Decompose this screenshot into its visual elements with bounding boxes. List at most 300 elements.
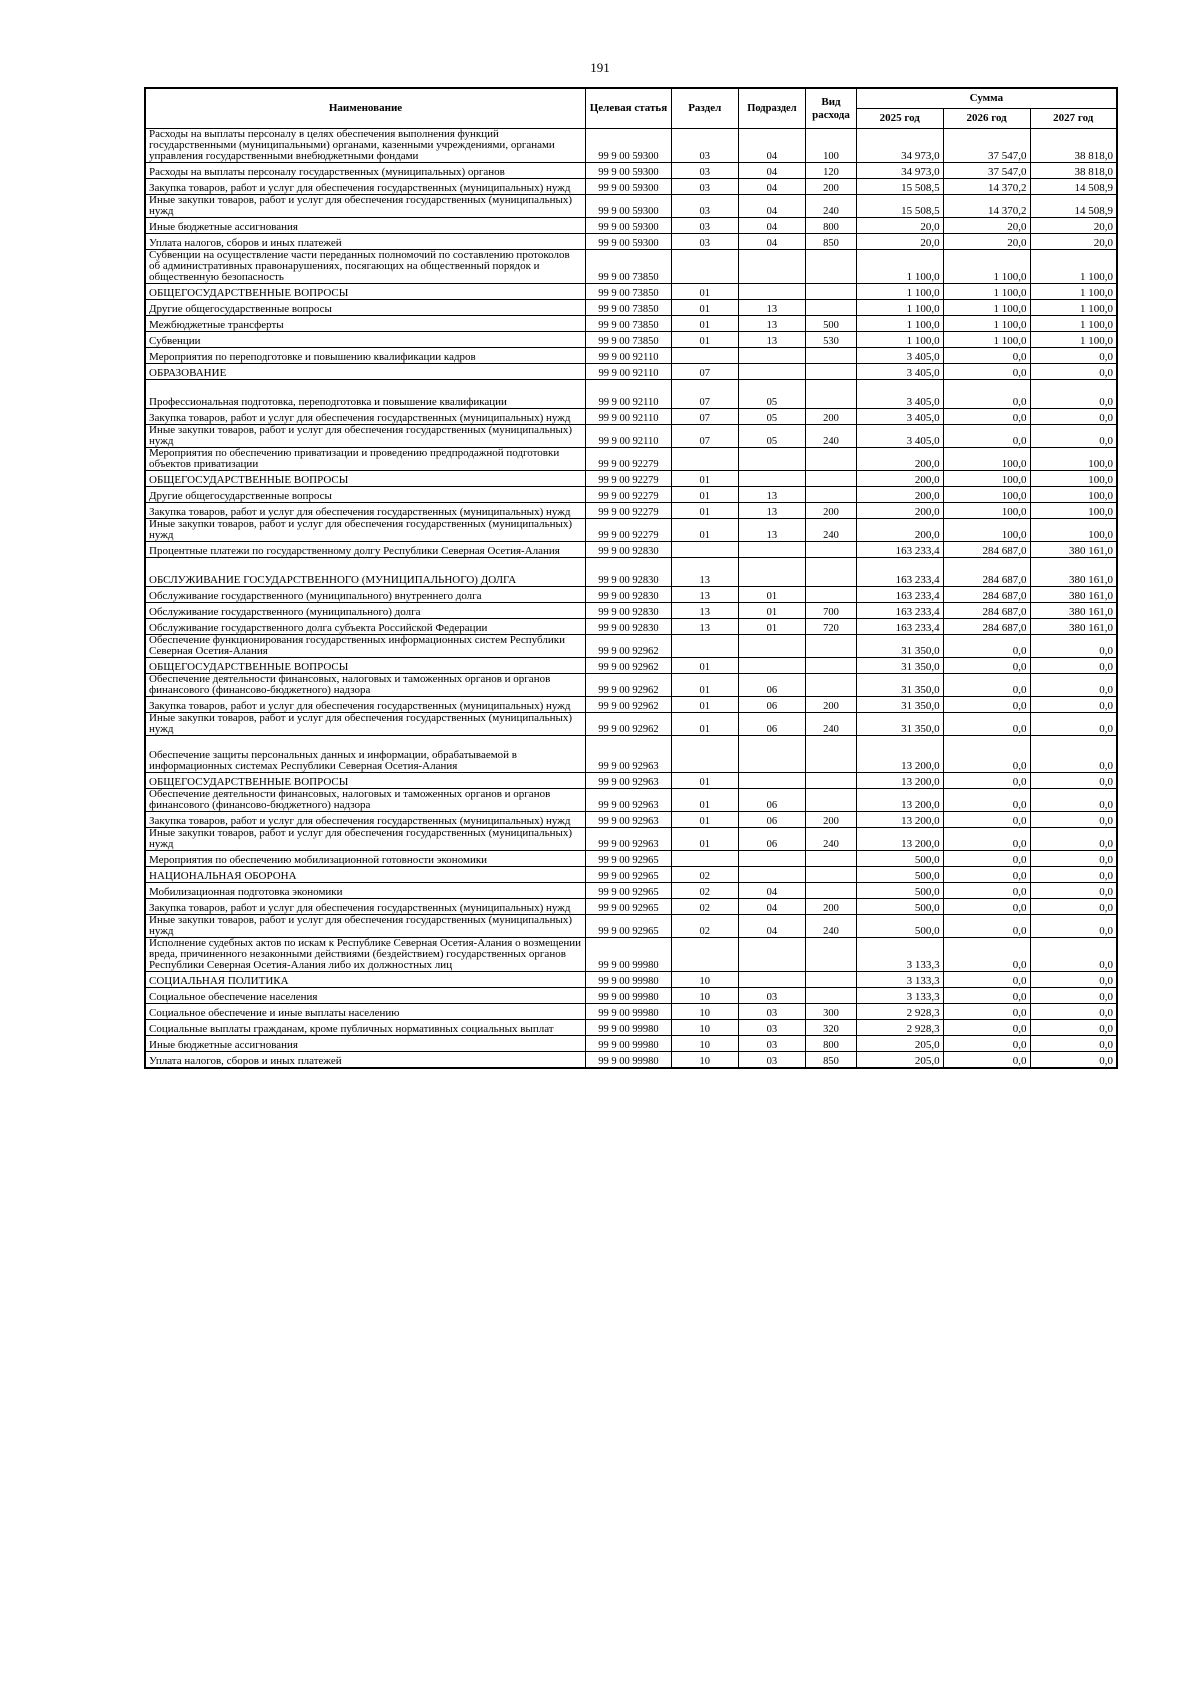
- row-sum-2025: 1 100,0: [856, 332, 943, 348]
- row-target: 99 9 00 92965: [586, 867, 672, 883]
- row-target: 99 9 00 59300: [586, 163, 672, 179]
- table-row: [145, 364, 1117, 380]
- row-sum-2027: 0,0: [1030, 899, 1117, 915]
- row-subsection: 13: [738, 332, 806, 348]
- table-body: [145, 129, 1117, 1069]
- row-sum-2027: 1 100,0: [1030, 300, 1117, 316]
- row-sum-2027: 0,0: [1030, 697, 1117, 713]
- table-row: [145, 519, 1117, 542]
- row-sum-2025: 15 508,5: [856, 195, 943, 218]
- row-sum-2026: 100,0: [943, 448, 1030, 471]
- row-subsection: 03: [738, 1036, 806, 1052]
- row-subsection: [738, 348, 806, 364]
- row-expense-type: [806, 487, 857, 503]
- row-subsection: 13: [738, 503, 806, 519]
- row-sum-2025: 31 350,0: [856, 635, 943, 658]
- row-subsection: [738, 972, 806, 988]
- table-row: [145, 316, 1117, 332]
- row-sum-2025: 20,0: [856, 218, 943, 234]
- row-subsection: 05: [738, 380, 806, 409]
- table-row: [145, 828, 1117, 851]
- table-row: [145, 915, 1117, 938]
- row-sum-2026: 284 687,0: [943, 603, 1030, 619]
- row-target: 99 9 00 99980: [586, 1036, 672, 1052]
- row-subsection: 13: [738, 300, 806, 316]
- row-expense-type: [806, 348, 857, 364]
- row-sum-2026: 100,0: [943, 487, 1030, 503]
- row-target: 99 9 00 92965: [586, 899, 672, 915]
- row-name: Закупка товаров, работ и услуг для обеспечения государственных (муниципальных) нужд: [145, 899, 586, 915]
- table-row: [145, 1036, 1117, 1052]
- row-expense-type: 200: [806, 812, 857, 828]
- row-expense-type: [806, 851, 857, 867]
- row-sum-2027: 0,0: [1030, 812, 1117, 828]
- row-section: 02: [671, 915, 738, 938]
- row-section: 10: [671, 972, 738, 988]
- row-sum-2025: 31 350,0: [856, 658, 943, 674]
- row-sum-2027: 1 100,0: [1030, 316, 1117, 332]
- row-subsection: 06: [738, 789, 806, 812]
- row-name: Иные закупки товаров, работ и услуг для обеспечения государственных (муниципальных) нужд: [145, 519, 586, 542]
- table-row: [145, 587, 1117, 603]
- table-row: [145, 195, 1117, 218]
- row-sum-2026: 0,0: [943, 972, 1030, 988]
- row-expense-type: 240: [806, 915, 857, 938]
- row-sum-2027: 0,0: [1030, 1052, 1117, 1069]
- row-sum-2026: 0,0: [943, 1036, 1030, 1052]
- row-name: Расходы на выплаты персоналу в целях обеспечения выполнения функций государственными (муниципальными) органами, казенными учреждениями, органами управления государственными внебюджетными фондами: [145, 129, 586, 163]
- row-subsection: 03: [738, 1020, 806, 1036]
- row-sum-2026: 1 100,0: [943, 284, 1030, 300]
- row-target: 99 9 00 73850: [586, 250, 672, 284]
- row-target: 99 9 00 92965: [586, 851, 672, 867]
- row-sum-2027: 14 508,9: [1030, 195, 1117, 218]
- row-sum-2027: 20,0: [1030, 218, 1117, 234]
- row-name: Обеспечение функционирования государственных информационных систем Республики Северная Осетия-Алания: [145, 635, 586, 658]
- row-sum-2026: 0,0: [943, 899, 1030, 915]
- row-subsection: [738, 558, 806, 587]
- row-subsection: 04: [738, 883, 806, 899]
- row-sum-2025: 13 200,0: [856, 773, 943, 789]
- row-name: Обеспечение защиты персональных данных и информации, обрабатываемой в информационных системах Республики Северная Осетия-Алания: [145, 736, 586, 773]
- row-subsection: [738, 250, 806, 284]
- row-target: 99 9 00 92110: [586, 348, 672, 364]
- row-expense-type: [806, 558, 857, 587]
- row-name: ОБСЛУЖИВАНИЕ ГОСУДАРСТВЕННОГО (МУНИЦИПАЛЬНОГО) ДОЛГА: [145, 558, 586, 587]
- row-name: Иные бюджетные ассигнования: [145, 1036, 586, 1052]
- table-row: [145, 471, 1117, 487]
- row-sum-2027: 0,0: [1030, 1036, 1117, 1052]
- row-subsection: [738, 938, 806, 972]
- row-sum-2026: 0,0: [943, 883, 1030, 899]
- row-subsection: [738, 635, 806, 658]
- table-row: [145, 789, 1117, 812]
- row-expense-type: 200: [806, 899, 857, 915]
- row-subsection: 06: [738, 674, 806, 697]
- row-subsection: 06: [738, 828, 806, 851]
- row-sum-2025: 31 350,0: [856, 697, 943, 713]
- row-subsection: 04: [738, 163, 806, 179]
- budget-table: [144, 87, 1118, 1069]
- row-sum-2026: 284 687,0: [943, 587, 1030, 603]
- row-sum-2025: 13 200,0: [856, 828, 943, 851]
- row-name: Иные закупки товаров, работ и услуг для обеспечения государственных (муниципальных) нужд: [145, 915, 586, 938]
- row-subsection: 05: [738, 409, 806, 425]
- row-sum-2025: 200,0: [856, 471, 943, 487]
- row-section: 02: [671, 899, 738, 915]
- row-sum-2025: 3 133,3: [856, 938, 943, 972]
- row-name: Социальное обеспечение населения: [145, 988, 586, 1004]
- row-sum-2025: 1 100,0: [856, 250, 943, 284]
- row-subsection: [738, 867, 806, 883]
- table-row: [145, 332, 1117, 348]
- row-name: ОБЩЕГОСУДАРСТВЕННЫЕ ВОПРОСЫ: [145, 773, 586, 789]
- row-section: 02: [671, 883, 738, 899]
- row-sum-2025: 163 233,4: [856, 542, 943, 558]
- row-sum-2027: 0,0: [1030, 364, 1117, 380]
- row-target: 99 9 00 59300: [586, 218, 672, 234]
- row-name: Иные закупки товаров, работ и услуг для обеспечения государственных (муниципальных) нужд: [145, 425, 586, 448]
- row-sum-2025: 13 200,0: [856, 812, 943, 828]
- row-section: 13: [671, 603, 738, 619]
- row-subsection: [738, 471, 806, 487]
- row-section: [671, 542, 738, 558]
- row-target: 99 9 00 99980: [586, 1052, 672, 1069]
- row-name: Уплата налогов, сборов и иных платежей: [145, 234, 586, 250]
- row-sum-2025: 500,0: [856, 915, 943, 938]
- header-sum: Сумма: [856, 88, 1117, 109]
- row-target: 99 9 00 92830: [586, 587, 672, 603]
- row-name: Закупка товаров, работ и услуг для обеспечения государственных (муниципальных) нужд: [145, 697, 586, 713]
- row-target: 99 9 00 92962: [586, 635, 672, 658]
- row-section: [671, 348, 738, 364]
- row-subsection: 06: [738, 713, 806, 736]
- row-target: 99 9 00 92963: [586, 812, 672, 828]
- table-row: [145, 425, 1117, 448]
- row-sum-2027: 0,0: [1030, 635, 1117, 658]
- row-sum-2026: 0,0: [943, 988, 1030, 1004]
- row-subsection: 05: [738, 425, 806, 448]
- row-target: 99 9 00 59300: [586, 179, 672, 195]
- table-row: [145, 1052, 1117, 1069]
- row-sum-2027: 0,0: [1030, 1004, 1117, 1020]
- row-sum-2025: 13 200,0: [856, 789, 943, 812]
- row-sum-2027: 0,0: [1030, 348, 1117, 364]
- row-sum-2026: 0,0: [943, 1004, 1030, 1020]
- table-row: [145, 773, 1117, 789]
- row-section: [671, 635, 738, 658]
- row-target: 99 9 00 92963: [586, 773, 672, 789]
- table-row: [145, 448, 1117, 471]
- row-sum-2026: 37 547,0: [943, 163, 1030, 179]
- row-target: 99 9 00 92830: [586, 542, 672, 558]
- row-expense-type: 800: [806, 218, 857, 234]
- row-expense-type: 200: [806, 697, 857, 713]
- row-sum-2027: 0,0: [1030, 972, 1117, 988]
- table-row: [145, 812, 1117, 828]
- row-target: 99 9 00 92962: [586, 697, 672, 713]
- table-row: [145, 284, 1117, 300]
- row-target: 99 9 00 73850: [586, 316, 672, 332]
- row-expense-type: 720: [806, 619, 857, 635]
- row-target: 99 9 00 92279: [586, 448, 672, 471]
- row-target: 99 9 00 59300: [586, 234, 672, 250]
- row-sum-2027: 0,0: [1030, 828, 1117, 851]
- row-sum-2025: 163 233,4: [856, 603, 943, 619]
- row-subsection: [738, 542, 806, 558]
- table-row: [145, 558, 1117, 587]
- row-name: ОБРАЗОВАНИЕ: [145, 364, 586, 380]
- row-target: 99 9 00 99980: [586, 1020, 672, 1036]
- row-name: Иные закупки товаров, работ и услуг для обеспечения государственных (муниципальных) нужд: [145, 195, 586, 218]
- row-sum-2025: 500,0: [856, 899, 943, 915]
- row-sum-2027: 1 100,0: [1030, 284, 1117, 300]
- table-row: [145, 713, 1117, 736]
- table-row: [145, 380, 1117, 409]
- row-expense-type: 240: [806, 425, 857, 448]
- row-section: 10: [671, 988, 738, 1004]
- row-target: 99 9 00 92963: [586, 736, 672, 773]
- row-sum-2026: 14 370,2: [943, 179, 1030, 195]
- row-expense-type: 200: [806, 179, 857, 195]
- header-year-2025: 2025 год: [856, 109, 943, 129]
- row-section: 02: [671, 867, 738, 883]
- row-expense-type: 300: [806, 1004, 857, 1020]
- row-sum-2026: 20,0: [943, 234, 1030, 250]
- row-sum-2025: 15 508,5: [856, 179, 943, 195]
- row-expense-type: 240: [806, 828, 857, 851]
- row-target: 99 9 00 92830: [586, 603, 672, 619]
- row-sum-2025: 13 200,0: [856, 736, 943, 773]
- table-row: [145, 635, 1117, 658]
- row-sum-2026: 0,0: [943, 1052, 1030, 1069]
- row-section: 13: [671, 619, 738, 635]
- row-name: Мероприятия по обеспечению приватизации и проведению предпродажной подготовки объектов приватизации: [145, 448, 586, 471]
- row-sum-2025: 1 100,0: [856, 284, 943, 300]
- row-sum-2027: 0,0: [1030, 713, 1117, 736]
- row-sum-2027: 0,0: [1030, 425, 1117, 448]
- row-sum-2025: 3 405,0: [856, 425, 943, 448]
- row-sum-2025: 205,0: [856, 1036, 943, 1052]
- row-section: [671, 938, 738, 972]
- row-sum-2027: 38 818,0: [1030, 129, 1117, 163]
- row-section: 07: [671, 425, 738, 448]
- row-sum-2025: 163 233,4: [856, 587, 943, 603]
- row-section: [671, 250, 738, 284]
- row-sum-2026: 0,0: [943, 635, 1030, 658]
- row-target: 99 9 00 92110: [586, 380, 672, 409]
- row-name: Расходы на выплаты персоналу государственных (муниципальных) органов: [145, 163, 586, 179]
- row-sum-2026: 0,0: [943, 812, 1030, 828]
- row-expense-type: [806, 471, 857, 487]
- row-section: 01: [671, 316, 738, 332]
- row-name: Обслуживание государственного (муниципального) внутреннего долга: [145, 587, 586, 603]
- row-expense-type: [806, 380, 857, 409]
- row-target: 99 9 00 92110: [586, 409, 672, 425]
- row-sum-2025: 2 928,3: [856, 1004, 943, 1020]
- row-sum-2025: 3 405,0: [856, 348, 943, 364]
- row-sum-2025: 3 405,0: [856, 409, 943, 425]
- row-sum-2027: 20,0: [1030, 234, 1117, 250]
- table-row: [145, 674, 1117, 697]
- table-row: [145, 988, 1117, 1004]
- table-row: [145, 300, 1117, 316]
- row-subsection: 04: [738, 915, 806, 938]
- table-row: [145, 503, 1117, 519]
- row-expense-type: [806, 674, 857, 697]
- row-name: Обеспечение деятельности финансовых, налоговых и таможенных органов и органов финансового (финансово-бюджетного) надзора: [145, 789, 586, 812]
- row-sum-2026: 0,0: [943, 409, 1030, 425]
- table-row: [145, 938, 1117, 972]
- table-row: [145, 250, 1117, 284]
- table-row: [145, 867, 1117, 883]
- row-name: Закупка товаров, работ и услуг для обеспечения государственных (муниципальных) нужд: [145, 812, 586, 828]
- row-sum-2027: 0,0: [1030, 938, 1117, 972]
- row-sum-2027: 380 161,0: [1030, 587, 1117, 603]
- row-sum-2025: 205,0: [856, 1052, 943, 1069]
- row-expense-type: 850: [806, 1052, 857, 1069]
- row-sum-2026: 0,0: [943, 364, 1030, 380]
- row-section: 10: [671, 1036, 738, 1052]
- header-year-2026: 2026 год: [943, 109, 1030, 129]
- row-subsection: 04: [738, 899, 806, 915]
- row-section: 01: [671, 713, 738, 736]
- row-sum-2025: 1 100,0: [856, 316, 943, 332]
- row-expense-type: 700: [806, 603, 857, 619]
- row-sum-2025: 34 973,0: [856, 129, 943, 163]
- row-sum-2026: 284 687,0: [943, 542, 1030, 558]
- row-sum-2027: 0,0: [1030, 789, 1117, 812]
- row-section: 03: [671, 218, 738, 234]
- row-sum-2027: 100,0: [1030, 503, 1117, 519]
- row-sum-2025: 163 233,4: [856, 558, 943, 587]
- row-name: Мероприятия по обеспечению мобилизационной готовности экономики: [145, 851, 586, 867]
- row-sum-2027: 38 818,0: [1030, 163, 1117, 179]
- row-sum-2027: 0,0: [1030, 883, 1117, 899]
- row-target: 99 9 00 99980: [586, 972, 672, 988]
- table-row: [145, 736, 1117, 773]
- row-target: 99 9 00 92279: [586, 471, 672, 487]
- row-section: 01: [671, 789, 738, 812]
- table-row: [145, 899, 1117, 915]
- row-sum-2027: 0,0: [1030, 674, 1117, 697]
- row-target: 99 9 00 92965: [586, 883, 672, 899]
- row-subsection: 04: [738, 218, 806, 234]
- row-sum-2026: 100,0: [943, 503, 1030, 519]
- row-section: 03: [671, 163, 738, 179]
- row-target: 99 9 00 59300: [586, 195, 672, 218]
- row-name: Процентные платежи по государственному долгу Республики Северная Осетия-Алания: [145, 542, 586, 558]
- row-target: 99 9 00 92830: [586, 558, 672, 587]
- row-name: Закупка товаров, работ и услуг для обеспечения государственных (муниципальных) нужд: [145, 179, 586, 195]
- row-sum-2027: 100,0: [1030, 471, 1117, 487]
- row-sum-2025: 500,0: [856, 867, 943, 883]
- table-row: [145, 697, 1117, 713]
- row-target: 99 9 00 99980: [586, 988, 672, 1004]
- row-sum-2025: 2 928,3: [856, 1020, 943, 1036]
- row-sum-2026: 14 370,2: [943, 195, 1030, 218]
- row-sum-2027: 100,0: [1030, 448, 1117, 471]
- row-target: 99 9 00 92963: [586, 789, 672, 812]
- row-target: 99 9 00 73850: [586, 332, 672, 348]
- row-section: 13: [671, 587, 738, 603]
- row-section: 01: [671, 828, 738, 851]
- row-name: Иные бюджетные ассигнования: [145, 218, 586, 234]
- row-sum-2025: 31 350,0: [856, 674, 943, 697]
- row-sum-2027: 100,0: [1030, 487, 1117, 503]
- row-section: 01: [671, 332, 738, 348]
- row-name: Уплата налогов, сборов и иных платежей: [145, 1052, 586, 1069]
- row-name: ОБЩЕГОСУДАРСТВЕННЫЕ ВОПРОСЫ: [145, 284, 586, 300]
- row-sum-2026: 0,0: [943, 425, 1030, 448]
- row-expense-type: 240: [806, 519, 857, 542]
- row-sum-2026: 0,0: [943, 789, 1030, 812]
- row-sum-2026: 284 687,0: [943, 558, 1030, 587]
- row-name: Межбюджетные трансферты: [145, 316, 586, 332]
- row-sum-2027: 0,0: [1030, 1020, 1117, 1036]
- row-sum-2025: 200,0: [856, 487, 943, 503]
- row-subsection: [738, 364, 806, 380]
- row-name: Субвенции: [145, 332, 586, 348]
- table-row: [145, 972, 1117, 988]
- row-expense-type: [806, 300, 857, 316]
- row-sum-2026: 0,0: [943, 773, 1030, 789]
- row-subsection: 03: [738, 1004, 806, 1020]
- row-sum-2026: 0,0: [943, 938, 1030, 972]
- row-target: 99 9 00 92830: [586, 619, 672, 635]
- row-sum-2027: 0,0: [1030, 380, 1117, 409]
- row-target: 99 9 00 92962: [586, 713, 672, 736]
- row-expense-type: 100: [806, 129, 857, 163]
- row-expense-type: [806, 867, 857, 883]
- row-section: 01: [671, 300, 738, 316]
- row-sum-2026: 0,0: [943, 658, 1030, 674]
- row-expense-type: [806, 587, 857, 603]
- row-subsection: 01: [738, 619, 806, 635]
- row-sum-2026: 0,0: [943, 915, 1030, 938]
- header-subsection: Подраздел: [738, 88, 806, 129]
- row-target: 99 9 00 92963: [586, 828, 672, 851]
- row-target: 99 9 00 99980: [586, 938, 672, 972]
- row-target: 99 9 00 99980: [586, 1004, 672, 1020]
- row-sum-2027: 380 161,0: [1030, 558, 1117, 587]
- row-section: 01: [671, 697, 738, 713]
- row-sum-2026: 1 100,0: [943, 332, 1030, 348]
- row-section: 13: [671, 558, 738, 587]
- row-sum-2026: 100,0: [943, 471, 1030, 487]
- table-row: [145, 658, 1117, 674]
- row-expense-type: [806, 635, 857, 658]
- row-subsection: 04: [738, 129, 806, 163]
- header-year-2027: 2027 год: [1030, 109, 1117, 129]
- row-sum-2026: 0,0: [943, 348, 1030, 364]
- row-name: Исполнение судебных актов по искам к Республике Северная Осетия-Алания о возмещении вреда, причиненного незаконными действиями (бездействием) государственных органов Республики Северная Осетия-Алания либо их должностных лиц: [145, 938, 586, 972]
- row-section: 01: [671, 773, 738, 789]
- row-sum-2025: 3 133,3: [856, 988, 943, 1004]
- row-expense-type: 500: [806, 316, 857, 332]
- row-sum-2026: 0,0: [943, 697, 1030, 713]
- row-target: 99 9 00 92962: [586, 658, 672, 674]
- row-sum-2027: 0,0: [1030, 988, 1117, 1004]
- row-name: Обслуживание государственного долга субъекта Российской Федерации: [145, 619, 586, 635]
- row-sum-2026: 0,0: [943, 867, 1030, 883]
- row-subsection: [738, 284, 806, 300]
- row-expense-type: 200: [806, 503, 857, 519]
- table-row: [145, 883, 1117, 899]
- row-sum-2026: 284 687,0: [943, 619, 1030, 635]
- row-subsection: 03: [738, 1052, 806, 1069]
- row-subsection: [738, 773, 806, 789]
